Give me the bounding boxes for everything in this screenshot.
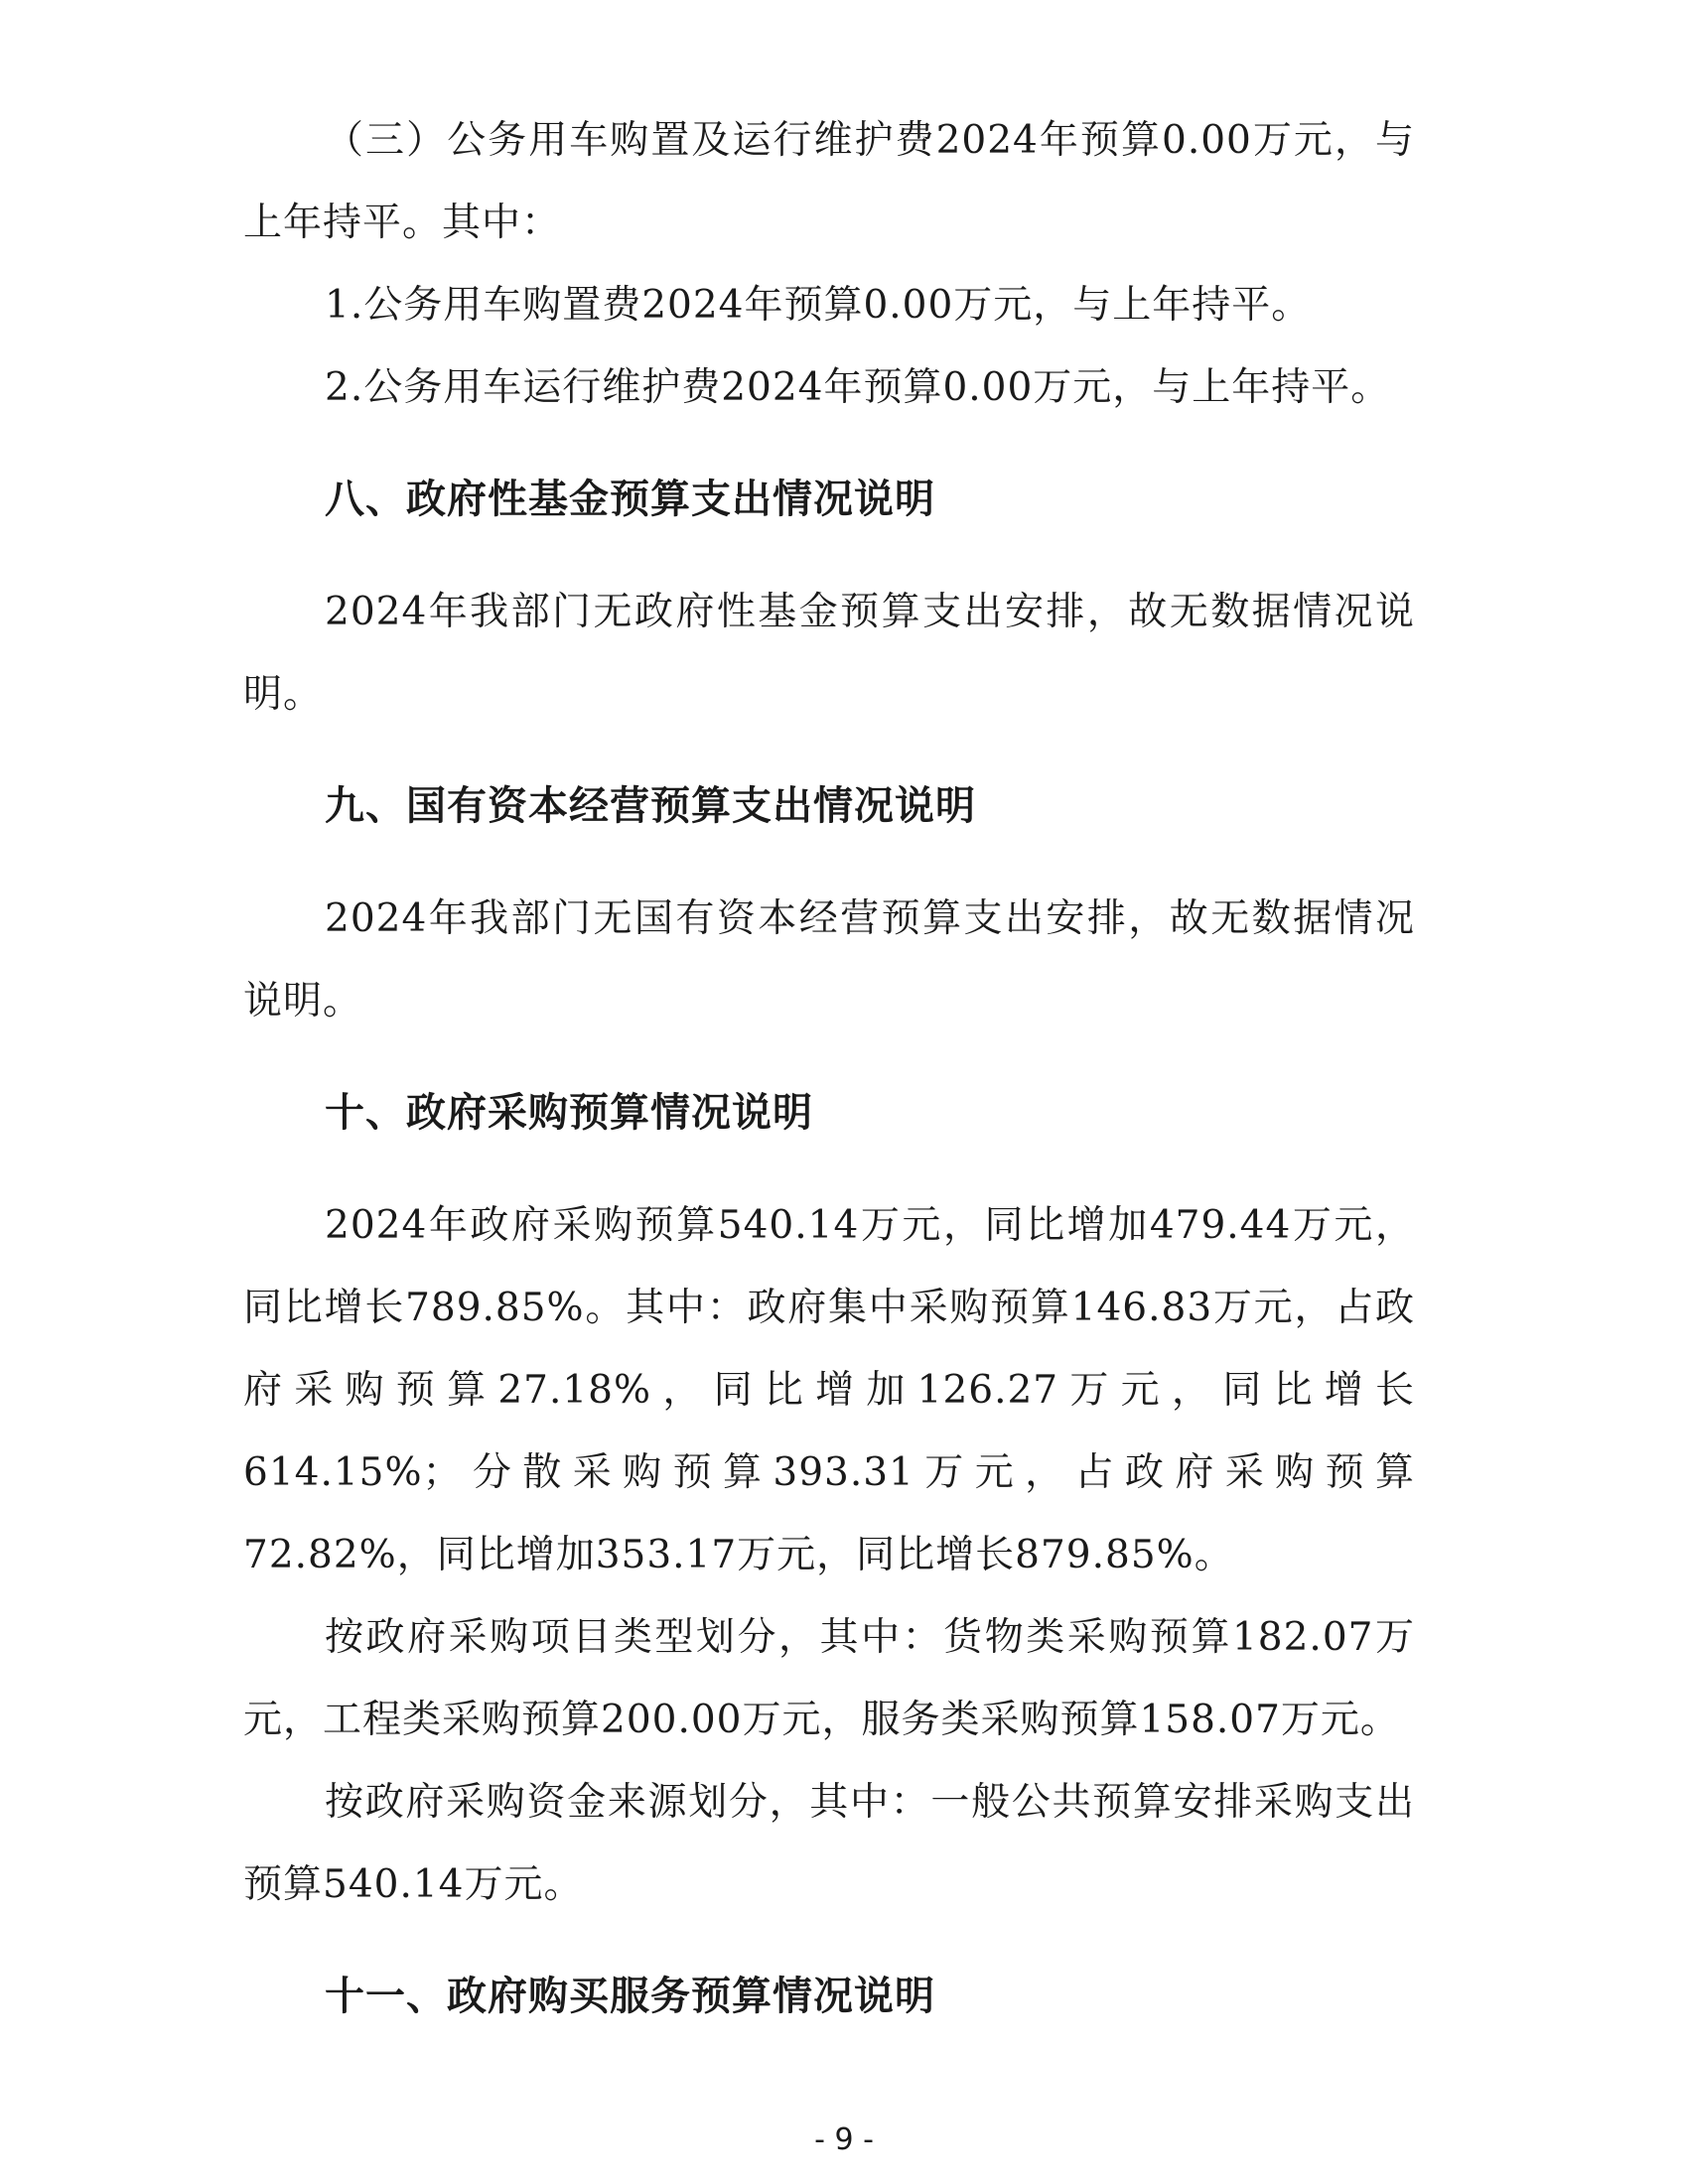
document-body — [243, 99, 1415, 2068]
paragraph-procurement-total: 2024年政府采购预算540.14万元，同比增加479.44万元，同比增长789.85%。其中：政府集中采购预算146.83万元，占政府采购预算27.18%，同比增加126.27万元，同比增长614.15%；分散采购预算393.31万元，占政府采购预算72.82%，同比增加353.17万元，同比增长879.85%。 — [243, 1203, 1415, 1577]
paragraph-state-capital: 2024年我部门无国有资本经营预算支出安排，故无数据情况说明。 — [243, 896, 1415, 1024]
paragraph-vehicle-purchase: 1.公务用车购置费2024年预算0.00万元，与上年持平。 — [325, 283, 1312, 328]
heading-government-fund: 八、政府性基金预算支出情况说明 — [325, 477, 935, 522]
paragraph-vehicle-maintenance: 2.公务用车运行维护费2024年预算0.00万元，与上年持平。 — [325, 365, 1391, 410]
paragraph-procurement-by-source: 按政府采购资金来源划分，其中：一般公共预算安排采购支出预算540.14万元。 — [243, 1780, 1415, 1907]
paragraph-government-fund: 2024年我部门无政府性基金预算支出安排，故无数据情况说明。 — [243, 590, 1415, 717]
heading-service-purchase: 十一、政府购买服务预算情况说明 — [325, 1974, 935, 2019]
heading-procurement: 十、政府采购预算情况说明 — [325, 1090, 813, 1136]
paragraph-vehicle-cost: （三）公务用车购置及运行维护费2024年预算0.00万元，与上年持平。其中： — [243, 118, 1415, 245]
page-number: - 9 - — [814, 2122, 874, 2157]
heading-state-capital: 九、国有资本经营预算支出情况说明 — [325, 783, 976, 829]
paragraph-procurement-by-type: 按政府采购项目类型划分，其中：货物类采购预算182.07万元，工程类采购预算200.00万元，服务类采购预算158.07万元。 — [243, 1615, 1415, 1742]
